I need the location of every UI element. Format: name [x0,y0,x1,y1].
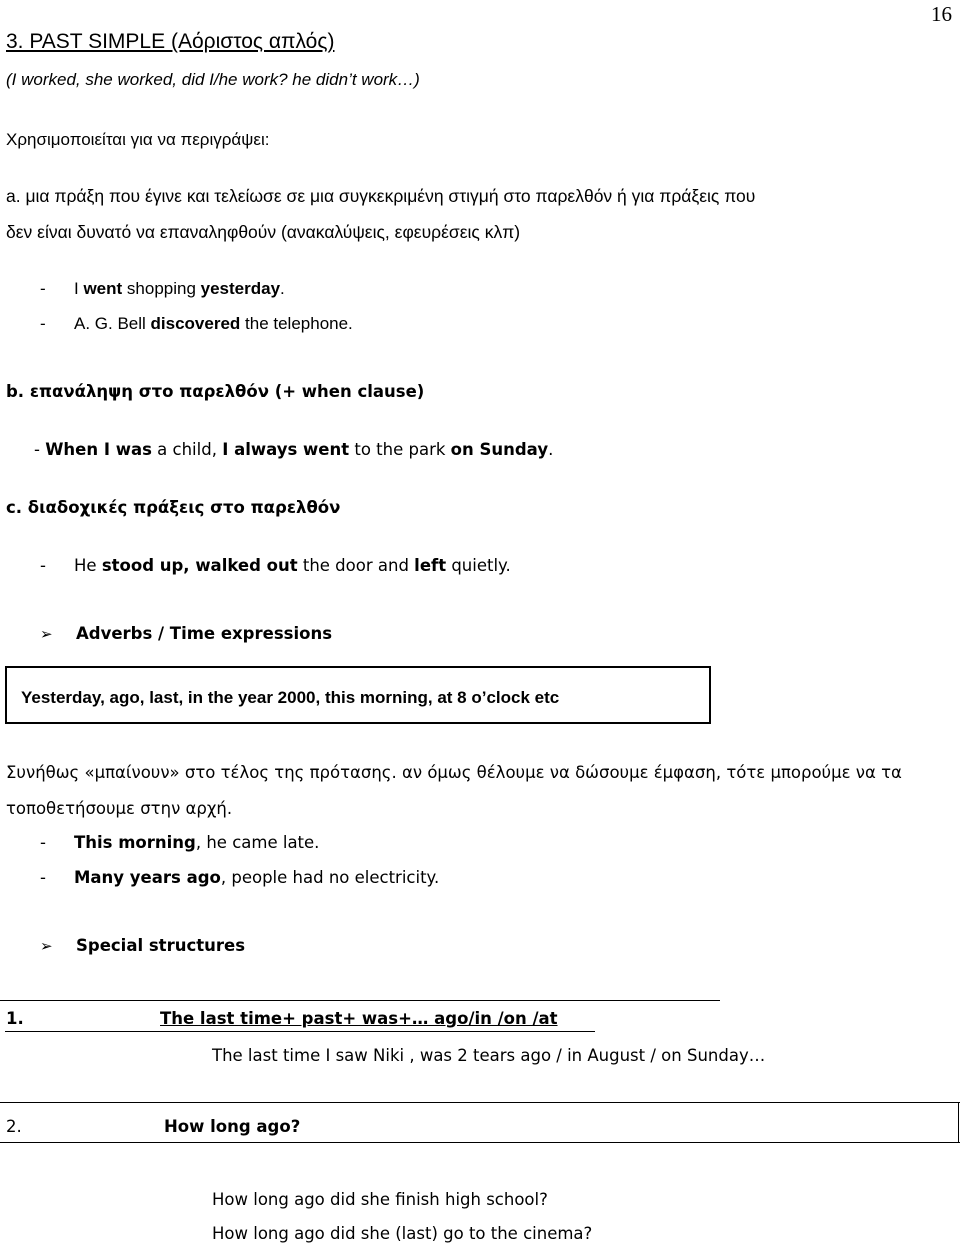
section-a-line2: δεν είναι δυνατό να επαναληφθούν (ανακαλύψεις, εφευρέσεις κλπ) [6,222,521,242]
example-a1: - I went shopping yesterday. [40,279,285,298]
page-title: 3. PAST SIMPLE (Αόριστος απλός) [6,30,335,53]
structure-1-number: 1. [6,1009,24,1028]
divider-line [958,1102,959,1142]
section-a-line1: a. μια πράξη που έγινε και τελείωσε σε μια συγκεκριμένη στιγμή στο παρελθόν ή για πράξεις που [6,186,756,206]
underline [5,1031,595,1032]
time-expressions-box [5,666,711,724]
arrow-bullet-icon: ➢ [40,937,53,955]
structure-2-example-1: How long ago did she finish high school? [212,1190,548,1209]
structure-2-number: 2. [6,1117,22,1136]
divider-line [0,1000,720,1001]
adverbs-heading: ➢ Adverbs / Time expressions [40,624,333,643]
structure-1-title: The last time+ past+ was+… ago/in /on /at [160,1009,558,1028]
time-expressions-text: Yesterday, ago, last, in the year 2000, this morning, at 8 o’clock etc [21,688,560,707]
special-structures-heading: ➢ Special structures [40,936,246,955]
arrow-bullet-icon: ➢ [40,625,53,643]
example-b1: - When I was a child, I always went to the park on Sunday. [34,440,554,459]
intro-text: Χρησιμοποιείται για να περιγράψει: [6,130,270,149]
adverbs-example-1: - This morning, he came late. [40,833,320,852]
section-b-heading: b. επανάληψη στο παρελθόν (+ when clause) [6,382,425,401]
adverbs-note-line1: Συνήθως «μπαίνουν» στο τέλος της πρότασης. αν όμως θέλουμε να δώσουμε έμφαση, τότε μπορούμε να τα [6,763,902,782]
structure-1-example: The last time I saw Niki , was 2 tears ago / in August / on Sunday… [212,1046,766,1065]
section-c-heading: c. διαδοχικές πράξεις στο παρελθόν [6,498,341,517]
page-number: 16 [931,2,952,26]
structure-2-example-2: How long ago did she (last) go to the cinema? [212,1224,593,1243]
example-c1: - He stood up, walked out the door and left quietly. [40,556,511,575]
divider-line [0,1142,960,1143]
page-subtitle: (I worked, she worked, did I/he work? he didn’t work…) [6,70,420,89]
structure-2-title: How long ago? [164,1117,301,1136]
divider-line [0,1102,960,1103]
adverbs-note-line2: τοποθετήσουμε στην αρχή. [6,799,233,818]
adverbs-example-2: - Many years ago, people had no electricity. [40,868,440,887]
example-a2: - A. G. Bell discovered the telephone. [40,314,353,333]
